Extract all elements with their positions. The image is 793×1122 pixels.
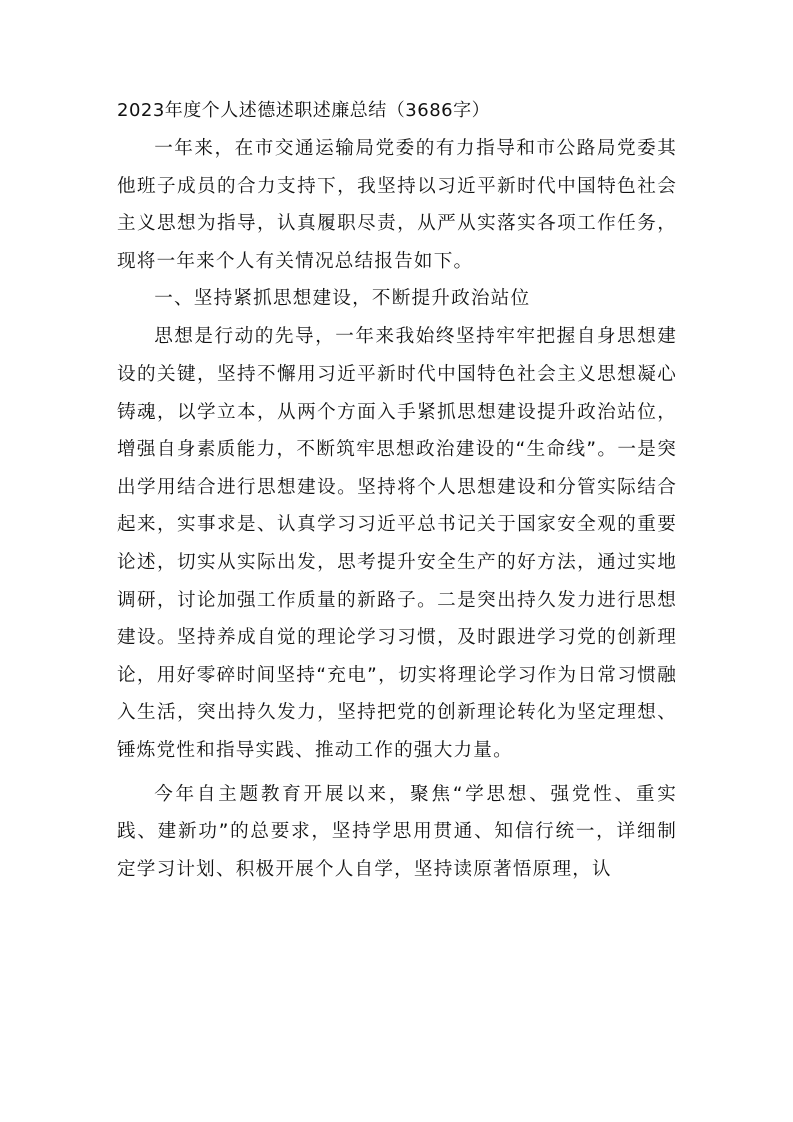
document-title: 2023年度个人述德述职述廉总结（3686字） [117, 100, 491, 121]
section-heading: 一、坚持紧抓思想建设，不断提升政治站位 [154, 288, 531, 310]
body-paragraph: 今年自主题教育开展以来，聚焦“学思想、强党性、重实践、建新功”的总要求，坚持学思用贯通、知信行统一，详细制定学习计划、积极开展个人自学，坚持读原著悟原理，认 [117, 783, 677, 880]
document-body [117, 92, 677, 888]
intro-paragraph: 一年来，在市交通运输局党委的有力指导和市公路局党委其他班子成员的合力支持下，我坚持以习近平新时代中国特色社会主义思想为指导，认真履职尽责，从严从实落实各项工作任务，现将一年来个人有关情况总结报告如下。 [117, 138, 677, 272]
body-paragraph: 思想是行动的先导，一年来我始终坚持牢牢把握自身思想建设的关键，坚持不懈用习近平新时代中国特色社会主义思想凝心铸魂，以学立本，从两个方面入手紧抓思想建设提升政治站位，增强自身素质能力，不断筑牢思想政治建设的“生命线”。一是突出学用结合进行思想建设。坚持将个人思想建设和分管实际结合起来，实事求是、认真学习习近平总书记关于国家安全观的重要论述，切实从实际出发，思考提升安全生产的好方法，通过实地调研，讨论加强工作质量的新路子。二是突出持久发力进行思想建设。坚持养成自觉的理论学习习惯，及时跟进学习党的创新理论，用好零碎时间坚持“充电”，切实将理论学习作为日常习惯融入生活，突出持久发力，坚持把党的创新理论转化为坚定理想、锤炼党性和指导实践、推动工作的强大力量。 [117, 326, 677, 761]
